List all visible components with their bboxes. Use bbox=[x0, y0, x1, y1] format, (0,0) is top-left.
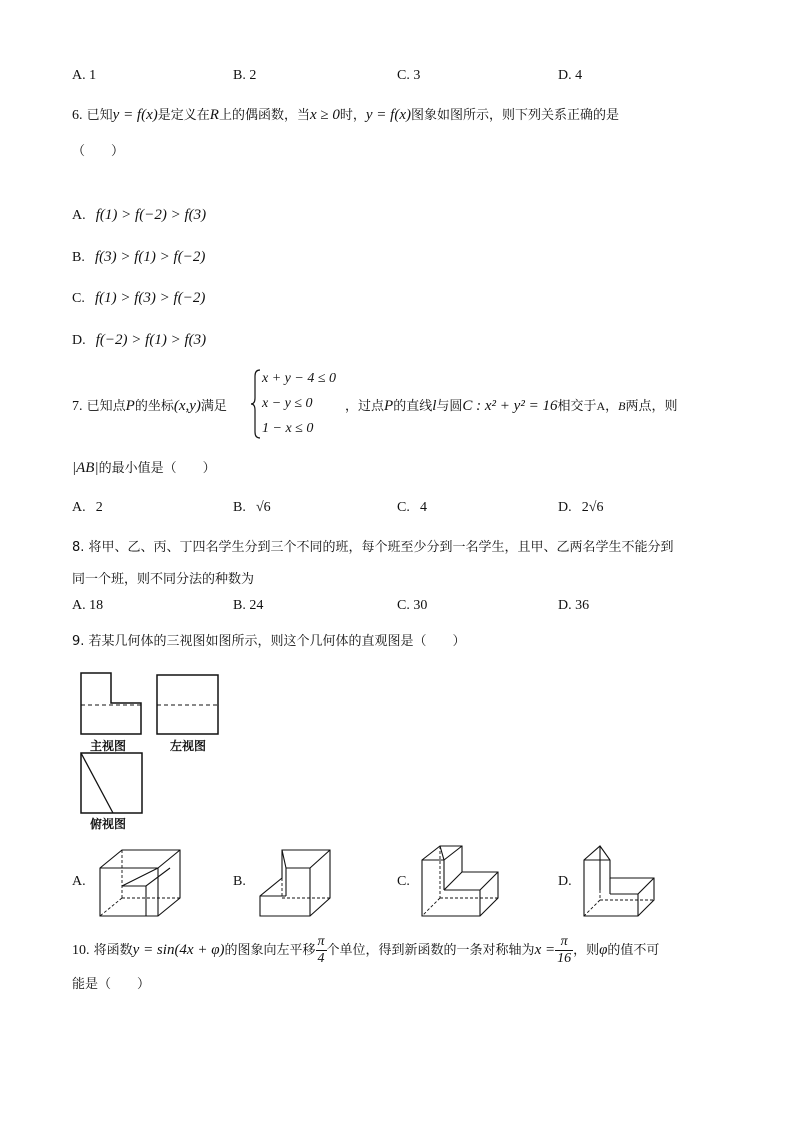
q7-stem-line2 bbox=[72, 457, 216, 477]
q6-math-function: y = f(x) bbox=[365, 107, 411, 123]
q9-option-a-label[interactable]: A. bbox=[72, 874, 86, 889]
q10-stem-line2: 能是（ ） bbox=[72, 977, 151, 992]
q9-option-c-figure[interactable] bbox=[418, 842, 500, 918]
top-view-figure bbox=[80, 752, 143, 814]
q10-text: 将函数 bbox=[93, 943, 133, 958]
q7-stem-right bbox=[345, 395, 678, 415]
q7-text: 相交于 bbox=[557, 399, 597, 414]
q5-option-b[interactable]: B. 2 bbox=[233, 68, 257, 83]
q9-stem: 9. 若某几何体的三视图如图所示，则这个几何体的直观图是（ ） bbox=[72, 634, 466, 649]
side-view-figure bbox=[156, 674, 220, 736]
q9-option-b-label[interactable]: B. bbox=[233, 874, 246, 889]
q7-number: 7. bbox=[72, 399, 83, 414]
option-expression: f(−2) > f(1) > f(3) bbox=[95, 332, 207, 348]
q9-option-d-figure[interactable] bbox=[580, 842, 658, 918]
q6-math-R: R bbox=[209, 107, 219, 123]
q7-option-c[interactable] bbox=[397, 500, 427, 516]
q8-option-d[interactable]: D. 36 bbox=[558, 598, 590, 613]
front-view-label: 主视图 bbox=[90, 739, 127, 753]
q7-option-d[interactable] bbox=[558, 500, 603, 516]
inequality-3: 1 − x ≤ 0 bbox=[262, 421, 314, 436]
q5-option-d[interactable]: D. 4 bbox=[558, 68, 583, 83]
q7-text: 满足 bbox=[200, 399, 227, 414]
q7-text: 两点，则 bbox=[625, 399, 678, 414]
option-expression: f(3) > f(1) > f(−2) bbox=[94, 249, 206, 265]
option-expression: f(1) > f(3) > f(−2) bbox=[94, 290, 206, 306]
q6-text: 时， bbox=[339, 108, 366, 123]
inequality-1: x + y − 4 ≤ 0 bbox=[262, 371, 337, 386]
q10-math-axis: x = bbox=[534, 942, 556, 958]
q7-math-circle: C : x² + y² = 16 bbox=[462, 398, 558, 414]
inequality-system bbox=[262, 366, 336, 441]
option-letter: B. bbox=[72, 250, 85, 265]
q7-text: ， bbox=[605, 399, 619, 414]
q10-text: 个单位，得到新函数的一条对称轴为 bbox=[326, 943, 535, 958]
q10-number: 10. bbox=[72, 943, 90, 958]
fraction-denominator: 4 bbox=[317, 951, 325, 966]
option-letter: C. bbox=[72, 291, 85, 306]
front-view-figure bbox=[80, 672, 142, 736]
q5-option-c[interactable]: C. 3 bbox=[397, 68, 421, 83]
q6-text: 已知 bbox=[86, 108, 113, 123]
option-expression: 2√6 bbox=[581, 500, 604, 515]
q7-text: 的最小值是（ ） bbox=[98, 461, 216, 476]
option-letter: B. bbox=[233, 500, 246, 515]
q9-option-b-figure[interactable] bbox=[256, 846, 336, 918]
q10-text: ，则 bbox=[573, 943, 600, 958]
fraction-numerator: π bbox=[317, 934, 325, 949]
q8-stem-line2: 同一个班，则不同分法的种数为 bbox=[72, 572, 255, 587]
q8-option-c[interactable]: C. 30 bbox=[397, 598, 428, 613]
q7-text: 的直线 bbox=[393, 399, 433, 414]
q8-option-b[interactable]: B. 24 bbox=[233, 598, 264, 613]
q6-option-b[interactable] bbox=[72, 249, 205, 266]
q10-math-phi: φ bbox=[599, 942, 608, 958]
q7-point-A: A bbox=[596, 399, 606, 413]
q5-option-a[interactable]: A. 1 bbox=[72, 68, 97, 83]
option-letter: A. bbox=[72, 500, 86, 515]
q6-option-d[interactable] bbox=[72, 332, 206, 349]
option-letter: D. bbox=[558, 500, 572, 515]
q10-text: 的图象向左平移 bbox=[224, 943, 316, 958]
q7-text: ，过点 bbox=[345, 399, 385, 414]
q10-math-function: y = sin(4x + φ) bbox=[132, 942, 225, 958]
q6-text: 上的偶函数，当 bbox=[218, 108, 310, 123]
q9-option-d-label[interactable]: D. bbox=[558, 874, 572, 889]
q7-math-AB: |AB| bbox=[72, 460, 99, 476]
side-view-label: 左视图 bbox=[170, 739, 207, 753]
q7-math-P: P bbox=[384, 398, 394, 414]
q10-axis-fraction bbox=[555, 934, 573, 967]
option-expression: 4 bbox=[419, 500, 427, 515]
q6-text: 是定义在 bbox=[157, 108, 210, 123]
q7-text: 已知点 bbox=[86, 399, 126, 414]
system-brace-icon bbox=[250, 368, 262, 440]
q7-text: 的坐标 bbox=[134, 399, 174, 414]
q10-shift-fraction bbox=[316, 934, 327, 967]
fraction-denominator: 16 bbox=[557, 951, 572, 966]
q6-option-c[interactable] bbox=[72, 290, 205, 307]
q7-text: 与圆 bbox=[436, 399, 463, 414]
q7-stem-left bbox=[72, 395, 227, 415]
q6-answer-paren: （ ） bbox=[72, 144, 125, 159]
top-view-label: 俯视图 bbox=[90, 817, 127, 831]
q7-option-b[interactable] bbox=[233, 500, 271, 516]
option-letter: C. bbox=[397, 500, 410, 515]
fraction-numerator: π bbox=[555, 934, 573, 951]
q6-text: 图象如图所示，则下列关系正确的是 bbox=[410, 108, 619, 123]
q7-option-a[interactable] bbox=[72, 500, 103, 516]
inequality-2: x − y ≤ 0 bbox=[262, 396, 313, 411]
q6-math-condition: x ≥ 0 bbox=[309, 107, 340, 123]
option-expression: 2 bbox=[95, 500, 103, 515]
q8-option-a[interactable]: A. 18 bbox=[72, 598, 104, 613]
q7-point-B: B bbox=[618, 399, 626, 413]
q9-option-a-figure[interactable] bbox=[96, 846, 182, 918]
option-letter: D. bbox=[72, 333, 86, 348]
option-expression: f(1) > f(−2) > f(3) bbox=[95, 207, 207, 223]
option-letter: A. bbox=[72, 208, 86, 223]
q7-math-P: P bbox=[125, 398, 135, 414]
q7-math-coordinate: (x,y) bbox=[173, 398, 201, 414]
q7-math-l: l bbox=[432, 398, 437, 414]
q6-option-a[interactable] bbox=[72, 207, 206, 224]
q9-option-c-label[interactable]: C. bbox=[397, 874, 410, 889]
q6-number: 6. bbox=[72, 108, 83, 123]
q8-stem-line1: 8. 将甲、乙、丙、丁四名学生分到三个不同的班，每个班至少分到一名学生，且甲、乙两名学生不能分到 bbox=[72, 540, 674, 555]
q10-stem bbox=[72, 930, 659, 971]
q6-math-function: y = f(x) bbox=[112, 107, 158, 123]
q10-text: 的值不可 bbox=[607, 943, 660, 958]
option-expression: √6 bbox=[255, 500, 271, 515]
q6-stem bbox=[72, 104, 619, 124]
